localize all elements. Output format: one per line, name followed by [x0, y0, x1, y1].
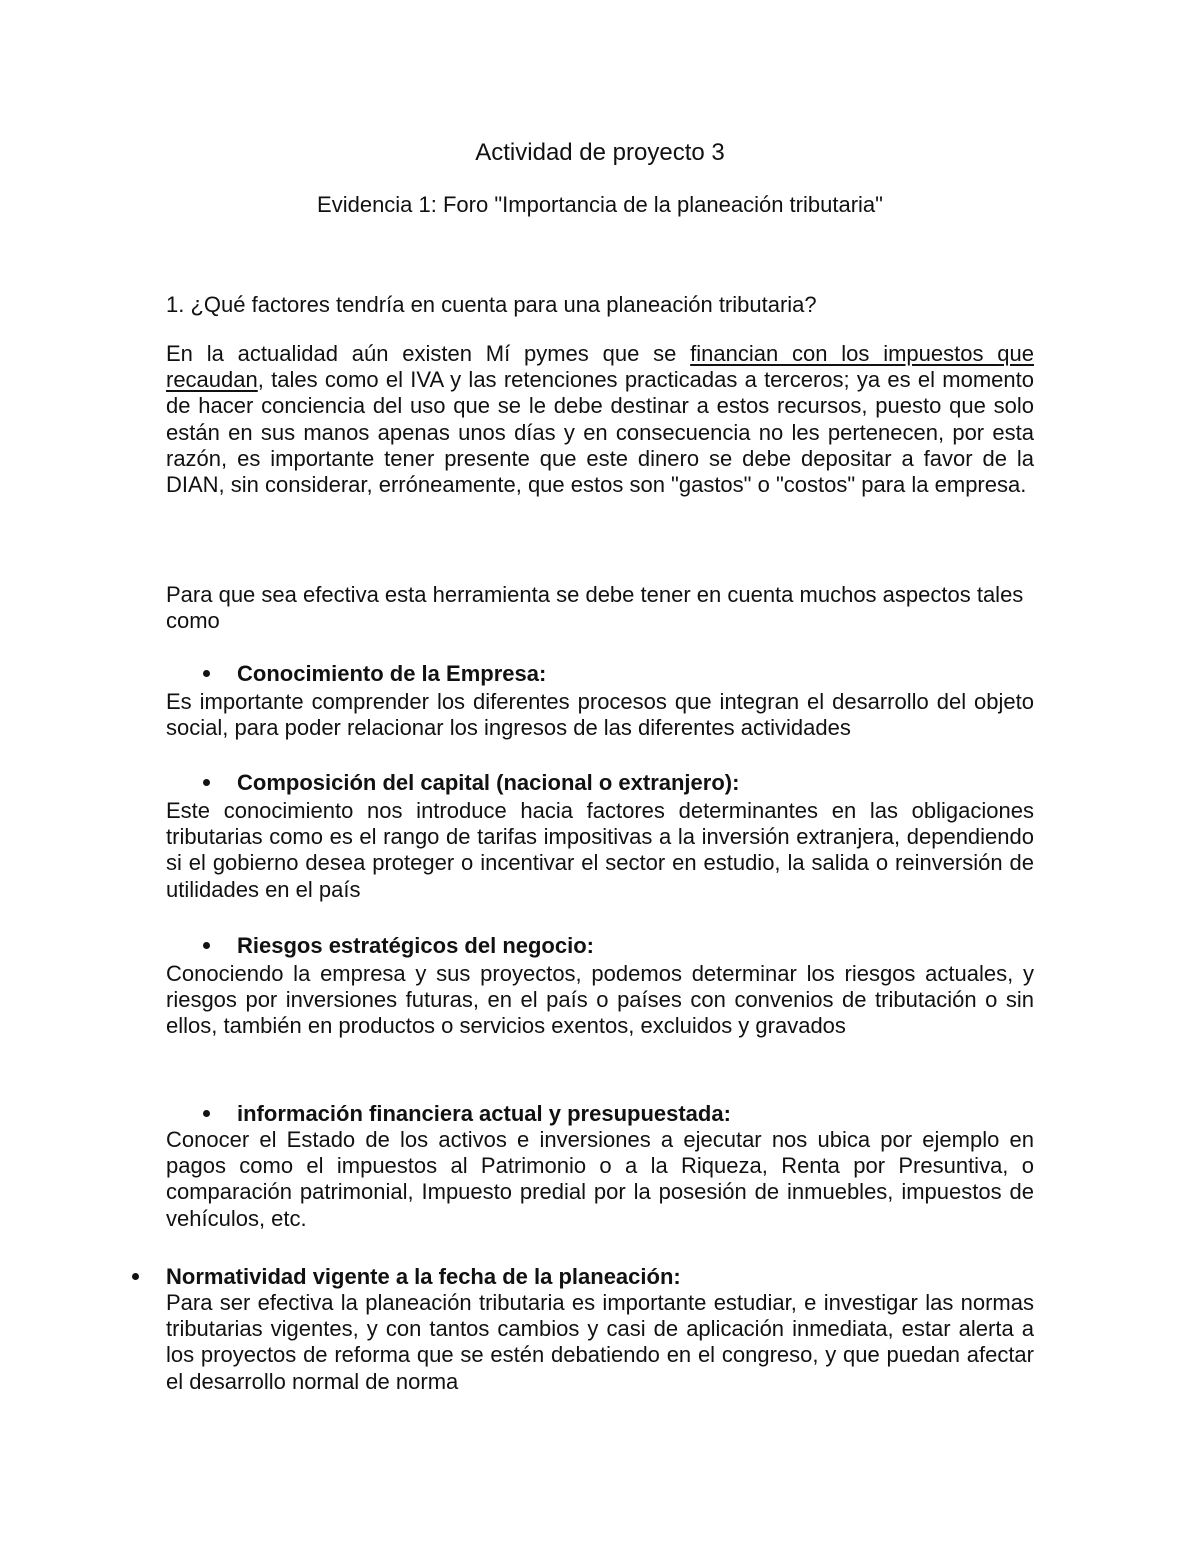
intro-paragraph [166, 341, 1034, 498]
aspect-text: Es importante comprender los diferentes procesos que integran el desarrollo del objeto social, para poder relacionar los ingresos de las diferentes actividades [166, 689, 1034, 741]
bullet-marker [203, 1110, 210, 1117]
bullet-marker [203, 942, 210, 949]
aspect-heading: Conocimiento de la Empresa: [237, 661, 547, 686]
lead-in-paragraph: Para que sea efectiva esta herramienta se debe tener en cuenta muchos aspectos tales como [166, 582, 1024, 634]
intro-text-part2: , tales como el IVA y las retenciones practicadas a terceros; ya es el momento de hacer conciencia del uso que se le debe destinar a estos recursos, puesto que solo están en sus manos apenas unos días y en consecuencia no les pertenecen, por esta razón, es importante tener presente que este dinero se debe depositar a favor de la DIAN, sin considerar, erróneamente, que estos son "gastos" o "costos" para la empresa. [166, 367, 1034, 498]
aspect-text: Este conocimiento nos introduce hacia factores determinantes en las obligaciones tributarias como es el rango de tarifas impositivas a la inversión extranjera, dependiendo si el gobierno desea proteger o incentivar el sector en estudio, la salida o reinversión de utilidades en el país [166, 798, 1034, 902]
aspect-heading: Composición del capital (nacional o extranjero): [237, 770, 740, 795]
aspect-text: Conociendo la empresa y sus proyectos, podemos determinar los riesgos actuales, y riesgos por inversiones futuras, en el país o países con convenios de tributación o sin ellos, también en productos o servicios exentos, excluidos y gravados [166, 961, 1034, 1039]
bullet-marker [132, 1273, 139, 1280]
bullet-marker [203, 779, 210, 786]
aspect-text: Conocer el Estado de los activos e inversiones a ejecutar nos ubica por ejemplo en pagos como el impuestos al Patrimonio o a la Riqueza, Renta por Presuntiva, o comparación patrimonial, Impuesto predial por la posesión de inmuebles, impuestos de vehículos, etc. [166, 1127, 1034, 1231]
document-title: Actividad de proyecto 3 [475, 139, 725, 166]
question-heading: 1. ¿Qué factores tendría en cuenta para una planeación tributaria? [166, 292, 817, 317]
aspect-heading: Riesgos estratégicos del negocio: [237, 933, 594, 958]
aspect-text: Para ser efectiva la planeación tributaria es importante estudiar, e investigar las normas tributarias vigentes, y con tantos cambios y casi de aplicación inmediata, estar alerta a los proyectos de reforma que se estén debatiendo en el congreso, y que puedan afectar el desarrollo normal de norma [166, 1290, 1034, 1394]
intro-underlined-text: financian con los impuestos que recaudan [166, 341, 1034, 393]
document-subtitle: Evidencia 1: Foro "Importancia de la planeación tributaria" [317, 192, 883, 217]
intro-text-part1: En la actualidad aún existen Mí pymes que se [166, 341, 691, 366]
bullet-marker [203, 670, 210, 677]
aspect-heading: Normatividad vigente a la fecha de la planeación: [166, 1264, 681, 1289]
aspect-heading: información financiera actual y presupuestada: [237, 1101, 731, 1126]
